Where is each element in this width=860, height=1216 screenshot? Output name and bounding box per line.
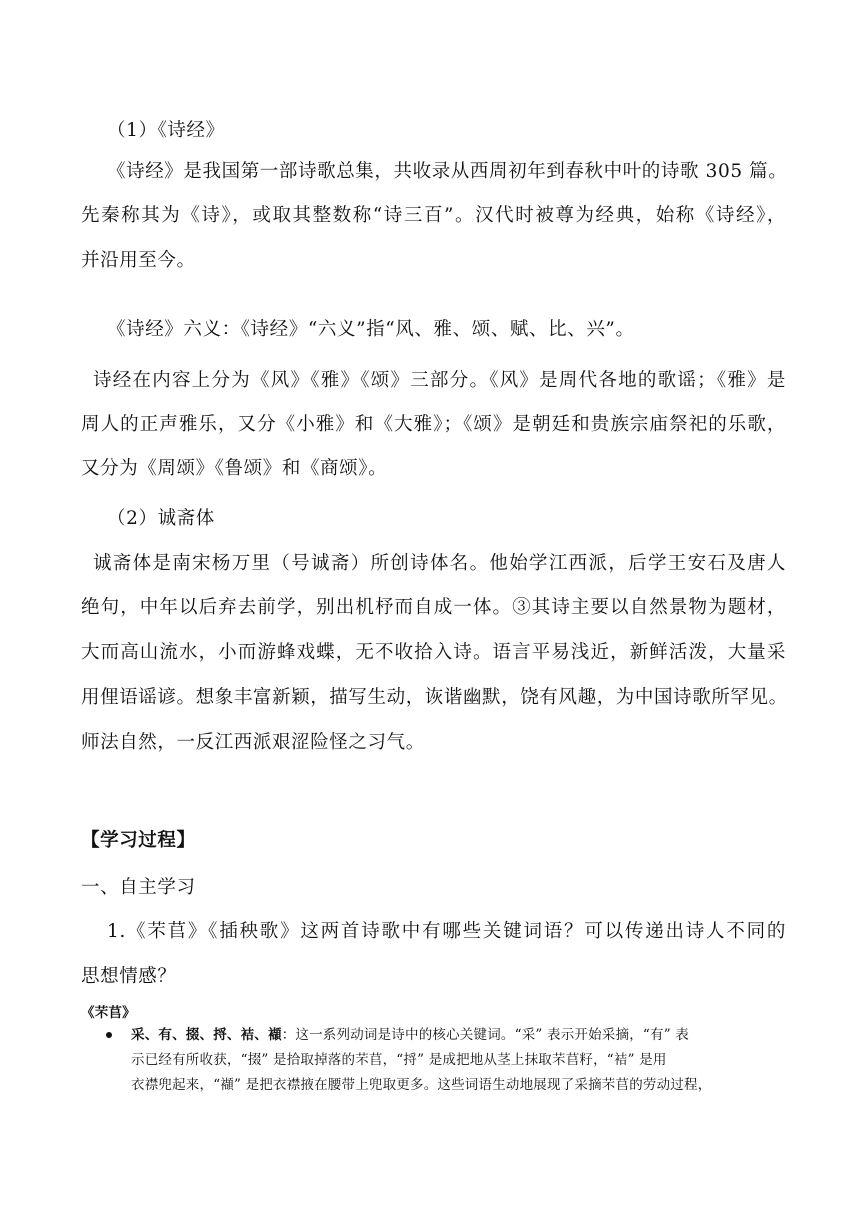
answer-title: 《芣苢》: [81, 1005, 136, 1021]
chengzhai-line2: 绝句，中年以后弃去前学，别出机杼而自成一体。③其诗主要以自然景物为题材，: [81, 597, 786, 618]
bullet-dot: [106, 1032, 112, 1038]
shijing-para2-line2: 周人的正声雅乐，又分《小雅》和《大雅》；《颂》是朝廷和贵族宗庙祭祀的乐歌，: [81, 414, 786, 435]
self-study-heading: 一、自主学习: [81, 877, 196, 898]
chengzhai-line4: 用俚语谣谚。想象丰富新颖，描写生动，诙谐幽默，饶有风趣，为中国诗歌所罕见。: [81, 687, 788, 708]
answer-bullet-text1: ：这一系列动词是诗中的核心关键词。“采” 表示开始采摘，“有” 表: [281, 1027, 689, 1043]
chengzhai-line5: 师法自然，一反江西派艰涩险怪之习气。: [81, 732, 425, 753]
shijing-para2-line1: 诗经在内容上分为《风》《雅》《颂》三部分。《风》是周代各地的歌谣；《雅》是: [93, 370, 786, 391]
shijing-para1-line2: 先秦称其为《诗》，或取其整数称“诗三百”。汉代时被尊为经典，始称《诗经》，: [81, 205, 786, 226]
shijing-para2-line3: 又分为《周颂》《鲁颂》和《商颂》。: [81, 458, 388, 479]
answer-bullet-line2: 示已经有所收获，“掇” 是拾取掉落的芣苢，“捋” 是成把地从茎上抹取芣苢籽，“袺” 是用: [131, 1052, 667, 1068]
section-heading-chengzhai: （2）诚斋体: [107, 508, 215, 529]
section-heading-shijing: （1）《诗经》: [107, 120, 225, 141]
shijing-para1-line1: 《诗经》是我国第一部诗歌总集，共收录从西周初年到春秋中叶的诗歌 305 篇。: [107, 161, 788, 182]
shijing-para1-line3: 并沿用至今。: [81, 250, 196, 271]
question-line2: 思想情感？: [81, 966, 177, 987]
shijing-liuyi: 《诗经》六义：《诗经》“六义”指“风、雅、颂、赋、比、兴”。: [107, 319, 635, 340]
answer-bullet-line3: 衣襟兜起来，“襭” 是把衣襟掖在腰带上兜取更多。这些词语生动地展现了采摘芣苢的劳动过程，: [131, 1077, 712, 1093]
question-line1: 1.《芣苢》《插秧歌》这两首诗歌中有哪些关键词语？可以传递出诗人不同的: [107, 921, 786, 942]
chengzhai-line3: 大而高山流水，小而游蜂戏蝶，无不收拾入诗。语言平易浅近，新鲜活泼，大量采: [81, 642, 786, 663]
chengzhai-line1: 诚斋体是南宋杨万里（号诚斋）所创诗体名。他始学江西派，后学王安石及唐人: [93, 553, 786, 574]
answer-bullet-keywords: 采、有、掇、捋、袺、襭: [131, 1027, 282, 1043]
answer-bullet-line1: [131, 1025, 786, 1045]
learning-process-heading: 【学习过程】: [81, 830, 196, 851]
